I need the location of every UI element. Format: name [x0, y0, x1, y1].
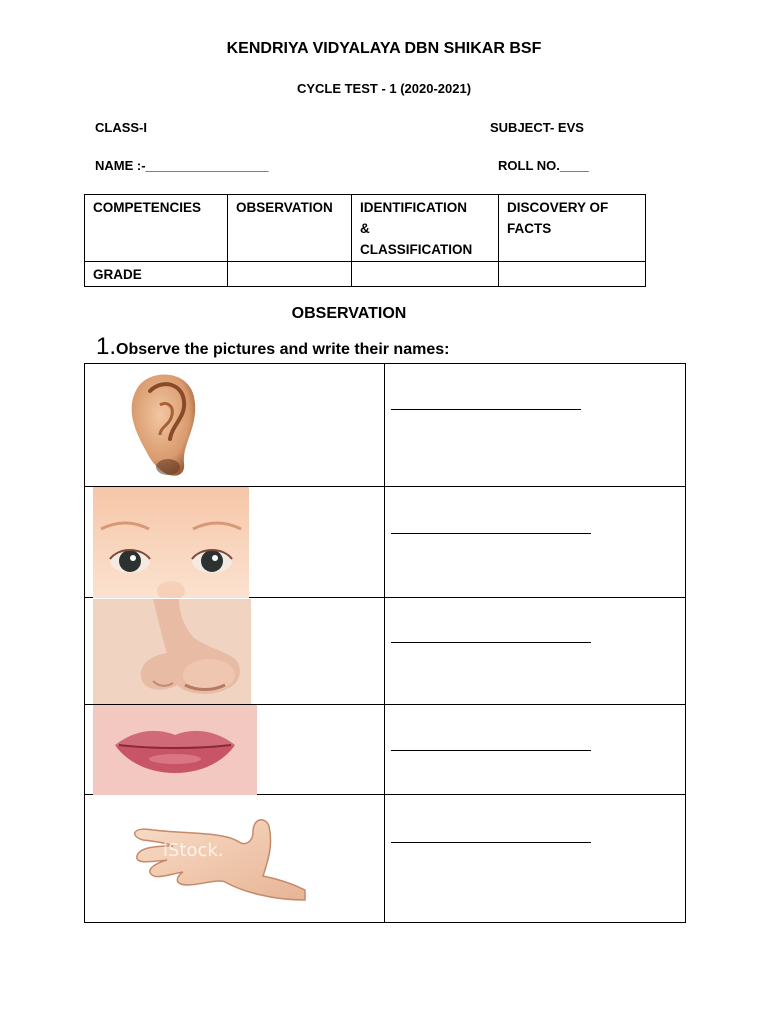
observation-table	[84, 363, 686, 923]
answer-line[interactable]	[391, 409, 581, 410]
class-label: CLASS-I	[95, 120, 147, 135]
grade-discovery-cell[interactable]	[499, 262, 646, 287]
identification-header	[352, 195, 499, 262]
picture-cell	[85, 705, 385, 795]
answer-cell[interactable]	[385, 705, 686, 795]
grade-observation-cell[interactable]	[228, 262, 352, 287]
answer-line[interactable]	[391, 750, 591, 751]
grade-identification-cell[interactable]	[352, 262, 499, 287]
picture-cell	[85, 364, 385, 487]
discovery-line1: DISCOVERY OF	[507, 200, 609, 215]
section-title: OBSERVATION	[291, 305, 407, 322]
eyes-image	[93, 487, 249, 598]
answer-line[interactable]	[391, 642, 591, 643]
nose-image	[93, 599, 251, 704]
roll-number-field[interactable]: ROLL NO.____	[498, 158, 589, 173]
observation-header: OBSERVATION	[228, 195, 352, 262]
picture-cell	[85, 795, 385, 923]
identification-line1: IDENTIFICATION	[360, 200, 467, 215]
competencies-header: COMPETENCIES	[85, 195, 228, 262]
picture-cell	[85, 487, 385, 598]
watermark-text: iStock.	[163, 840, 224, 861]
lips-image	[93, 705, 257, 795]
identification-line3: CLASSIFICATION	[360, 242, 473, 257]
school-title: KENDRIYA VIDYALAYA DBN SHIKAR BSF	[226, 40, 542, 57]
question-text: Observe the pictures and write their names:	[116, 341, 450, 358]
discovery-line2: FACTS	[507, 221, 552, 236]
question-1	[96, 333, 449, 361]
answer-line[interactable]	[391, 533, 591, 534]
answer-line[interactable]	[391, 842, 591, 843]
hand-image	[93, 796, 308, 901]
identification-line2: &	[360, 221, 370, 236]
grade-label: GRADE	[85, 262, 228, 287]
picture-cell	[85, 598, 385, 705]
answer-cell[interactable]	[385, 364, 686, 487]
subject-label: SUBJECT- EVS	[490, 120, 584, 135]
ear-image	[110, 365, 220, 485]
question-number: 1.	[96, 333, 117, 360]
test-title: CYCLE TEST - 1 (2020-2021)	[296, 81, 472, 96]
name-field[interactable]: NAME :-_________________	[95, 158, 269, 173]
answer-cell[interactable]	[385, 598, 686, 705]
discovery-header	[499, 195, 646, 262]
answer-cell[interactable]	[385, 795, 686, 923]
answer-cell[interactable]	[385, 487, 686, 598]
competencies-table	[84, 194, 646, 287]
